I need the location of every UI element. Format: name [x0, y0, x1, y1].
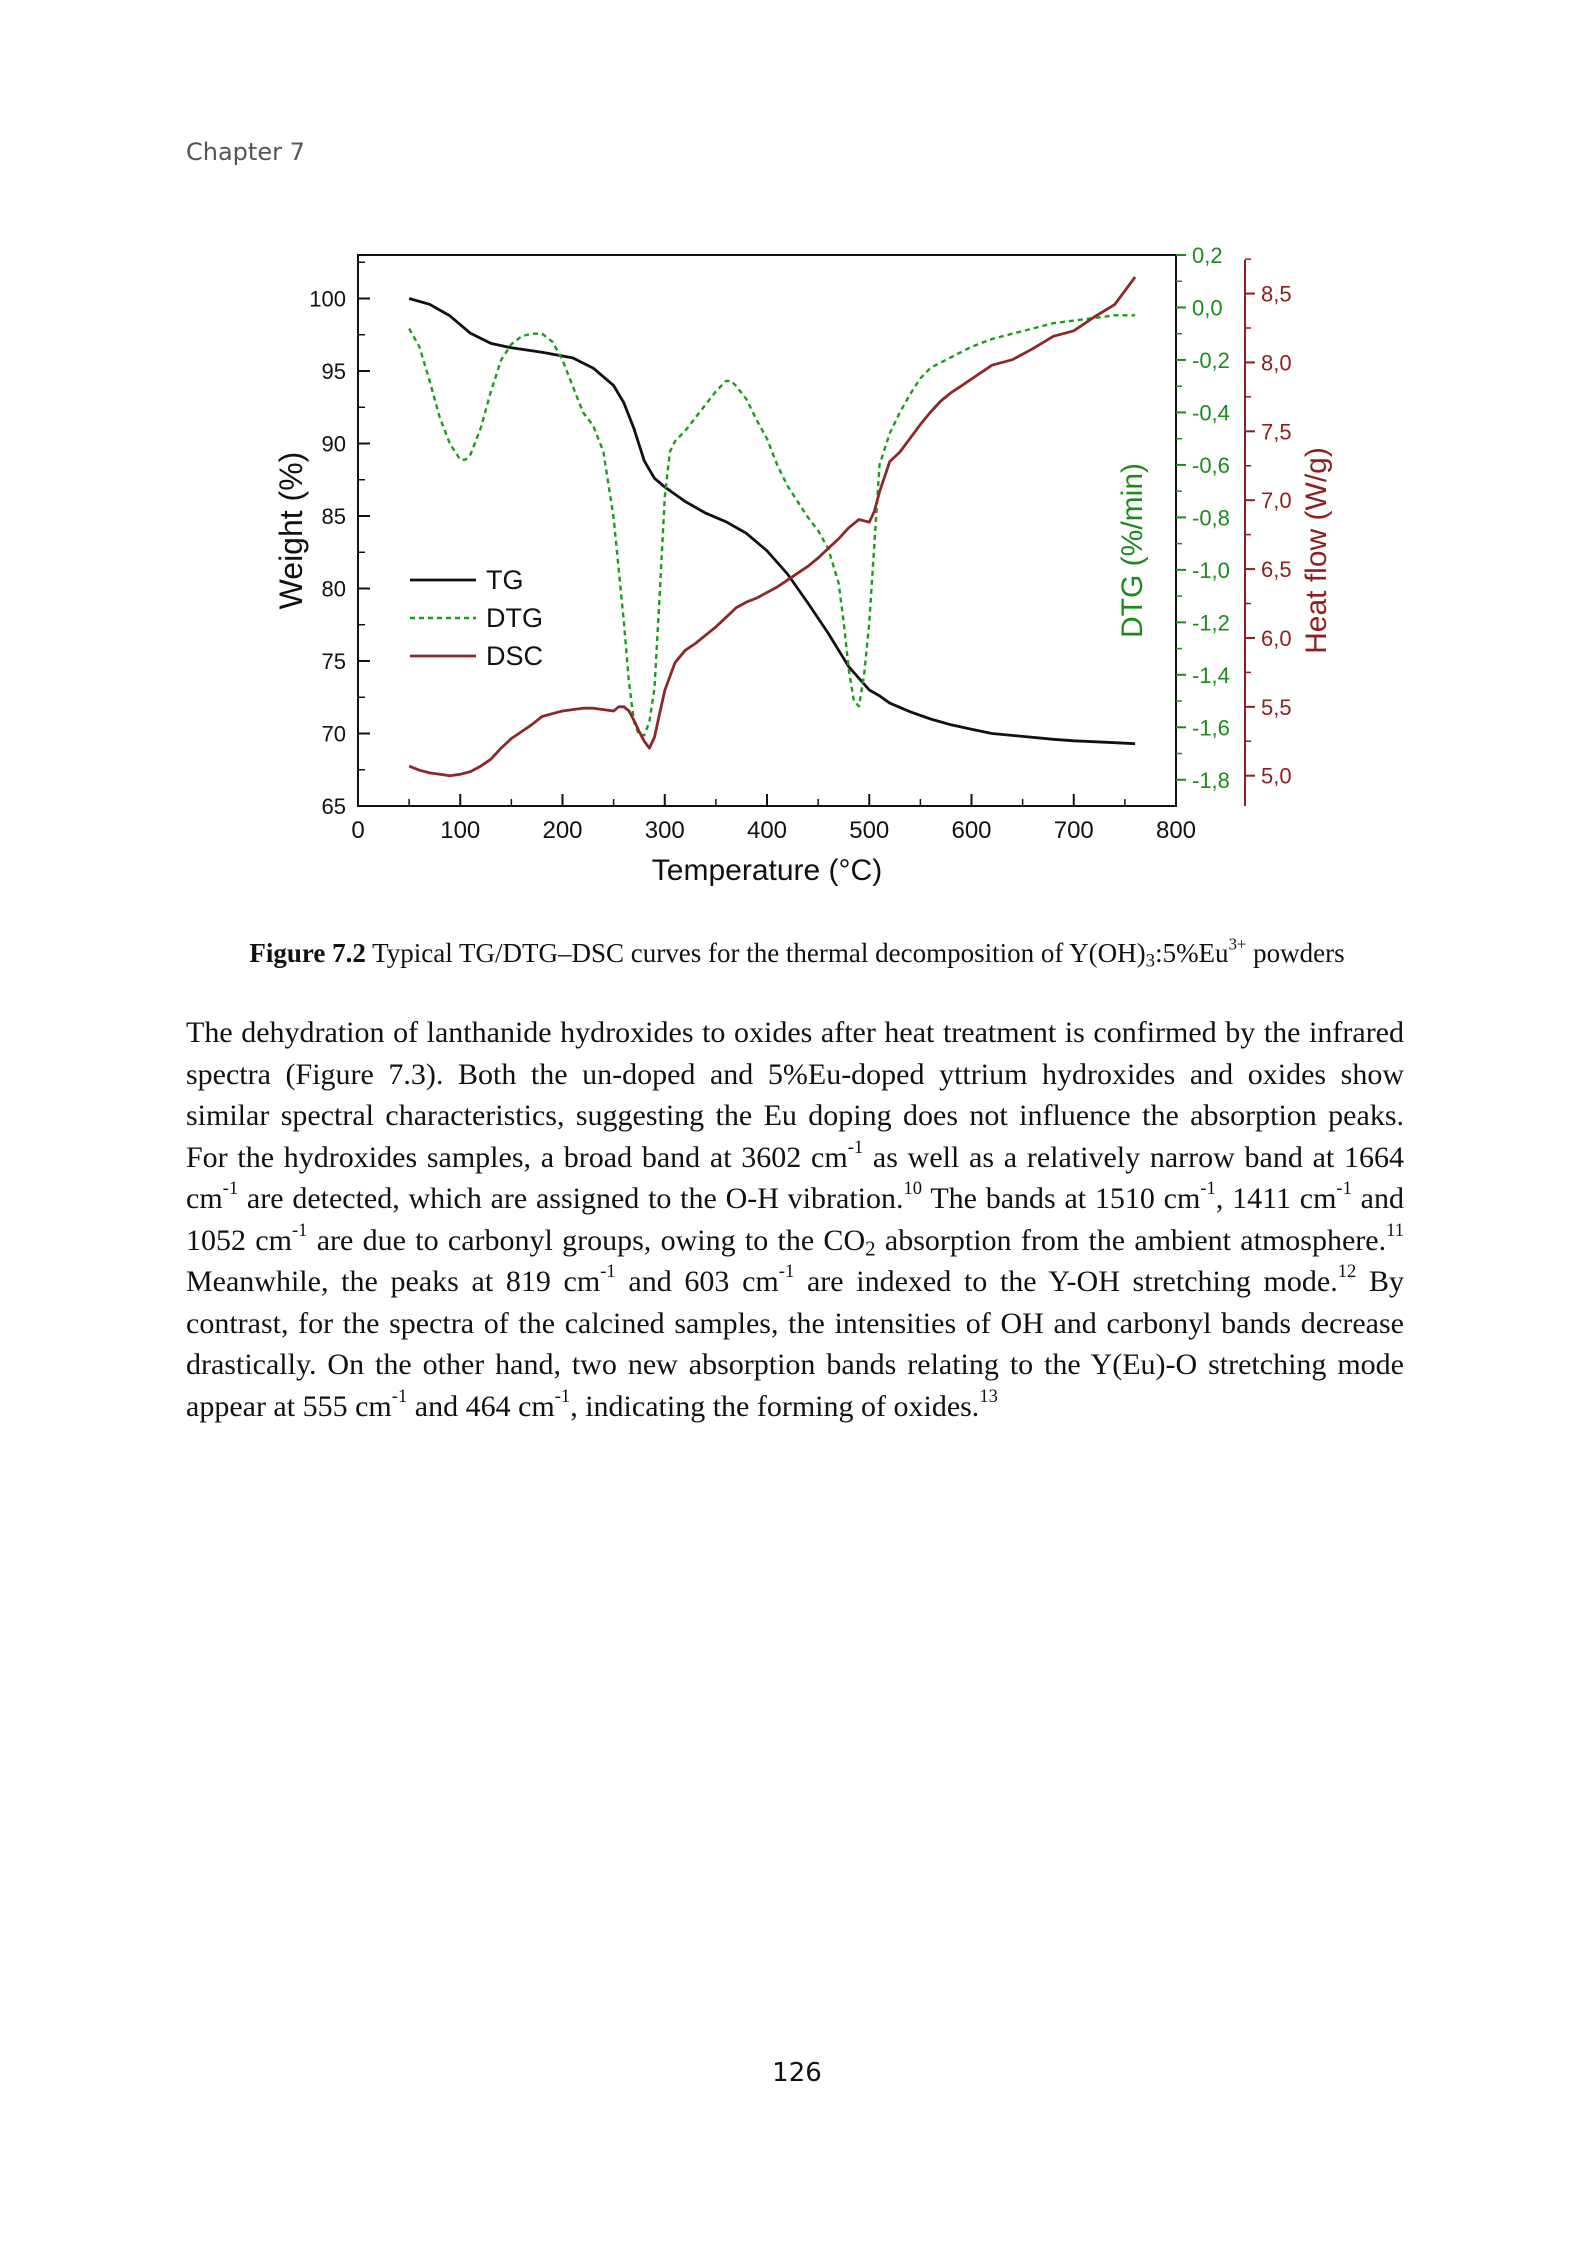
y-tick-label: 70	[321, 721, 346, 747]
dtg-tick-label: -0,2	[1192, 347, 1230, 373]
heat-flow-tick-label: 6,0	[1261, 625, 1292, 651]
y-tick-label: 85	[321, 504, 346, 529]
dtg-tick-label: -0,4	[1192, 400, 1230, 426]
y-tick-label: 75	[321, 649, 346, 674]
y-tick-label: 100	[309, 286, 346, 312]
dtg-tick-label: -1,8	[1192, 767, 1230, 793]
dtg-tick-label: 0,0	[1192, 295, 1223, 321]
x-axis-label: Temperature (°C)	[651, 854, 883, 887]
x-tick-label: 200	[542, 817, 583, 844]
body-paragraph: The dehydration of lanthanide hydroxides to oxides after heat treatment is confirmed by the infrared spectra (Figure 7.3). Both the un-doped and 5%Eu-doped yttrium hydroxides and oxides show similar spectral characteristics, suggesting the Eu doping does not influence the absorption peaks. For the hydroxides samples, a broad band at 3602 $cm^{-1}$ as well as a relatively narrow band at 1664 $cm^{-1}$ are detected, which are assigned to the O-H vibration.$^{10}$ The bands at 1510 $cm^{-1}$, 1411 $cm^{-1}$ and 1052 $cm^{-1}$ are due to carbonyl groups, owing to the $CO_2$ absorption from the ambient atmosphere.$^{11}$ Meanwhile, the peaks at 819 $cm^{-1}$ and 603 $cm^{-1}$ are indexed to the Y-OH stretching mode.$^{12}$ By contrast, for the spectra of the calcined samples, the intensities of OH and carbonyl bands decrease drastically. On the other hand, two new absorption bands relating to the Y(Eu)-O stretching mode appear at 555 $cm^{-1}$ and 464 $cm^{-1}$, indicating the forming of oxides.$^{13}$	[186, 1016, 1405, 1423]
heat-flow-tick-label: 7,5	[1261, 419, 1292, 445]
dtg-tick-label: -1,2	[1192, 610, 1230, 636]
heat-flow-tick-label: 7,0	[1261, 488, 1292, 514]
dtg-tick-label: -0,8	[1192, 505, 1230, 531]
x-tick-label: 0	[351, 817, 365, 844]
y-tick-label: 80	[321, 576, 346, 602]
page-number: 126	[772, 2058, 822, 2088]
tg-dtg-dsc-chart	[0, 0, 1594, 910]
heat-flow-tick-label: 8,5	[1261, 281, 1292, 307]
series-dtg-line	[409, 315, 1135, 735]
dtg-tick-label: -1,6	[1192, 715, 1230, 741]
x-tick-label: 500	[849, 817, 890, 844]
legend-label-dtg: DTG	[486, 603, 543, 633]
figure-label: Figure 7.2	[249, 938, 366, 968]
x-tick-label: 100	[440, 817, 481, 844]
dtg-tick-label: 0,2	[1192, 243, 1223, 268]
y-axis-label-heat-flow: Heat flow (W/g)	[1300, 447, 1333, 654]
series-tg-line	[409, 299, 1135, 744]
y-tick-label: 95	[321, 359, 346, 384]
legend-label-dsc: DSC	[486, 641, 544, 671]
reference-12: 12	[1337, 1261, 1357, 1283]
y-tick-label: 90	[321, 431, 346, 457]
x-tick-label: 800	[1155, 817, 1197, 844]
y-tick-label: 65	[321, 794, 346, 819]
chapter-header: Chapter 7	[186, 138, 305, 166]
heat-flow-tick-label: 5,5	[1261, 694, 1292, 720]
heat-flow-tick-label: 5,0	[1261, 763, 1292, 789]
dtg-tick-label: -1,0	[1192, 557, 1230, 583]
figure-caption: Figure 7.2 Typical TG/DTG–DSC curves for the thermal decomposition of $Y(OH)_3:5\%Eu^{3+}$ powders	[249, 934, 1345, 972]
x-tick-label: 600	[951, 817, 992, 844]
y-axis-label-weight: Weight (%)	[273, 451, 309, 610]
heat-flow-tick-label: 6,5	[1261, 557, 1292, 583]
reference-13: 13	[979, 1385, 998, 1407]
dtg-tick-label: -0,6	[1192, 452, 1230, 478]
x-tick-label: 700	[1053, 817, 1094, 844]
series-dsc-line	[409, 277, 1135, 776]
dtg-tick-label: -1,4	[1192, 662, 1230, 688]
x-tick-label: 400	[746, 817, 788, 844]
legend-label-tg: TG	[486, 565, 524, 595]
heat-flow-tick-label: 8,0	[1261, 350, 1292, 376]
y-axis-label-dtg: DTG (%/min)	[1116, 463, 1149, 638]
reference-10: 10	[903, 1178, 923, 1200]
x-tick-label: 300	[644, 817, 685, 844]
reference-11: 11	[1386, 1219, 1404, 1241]
